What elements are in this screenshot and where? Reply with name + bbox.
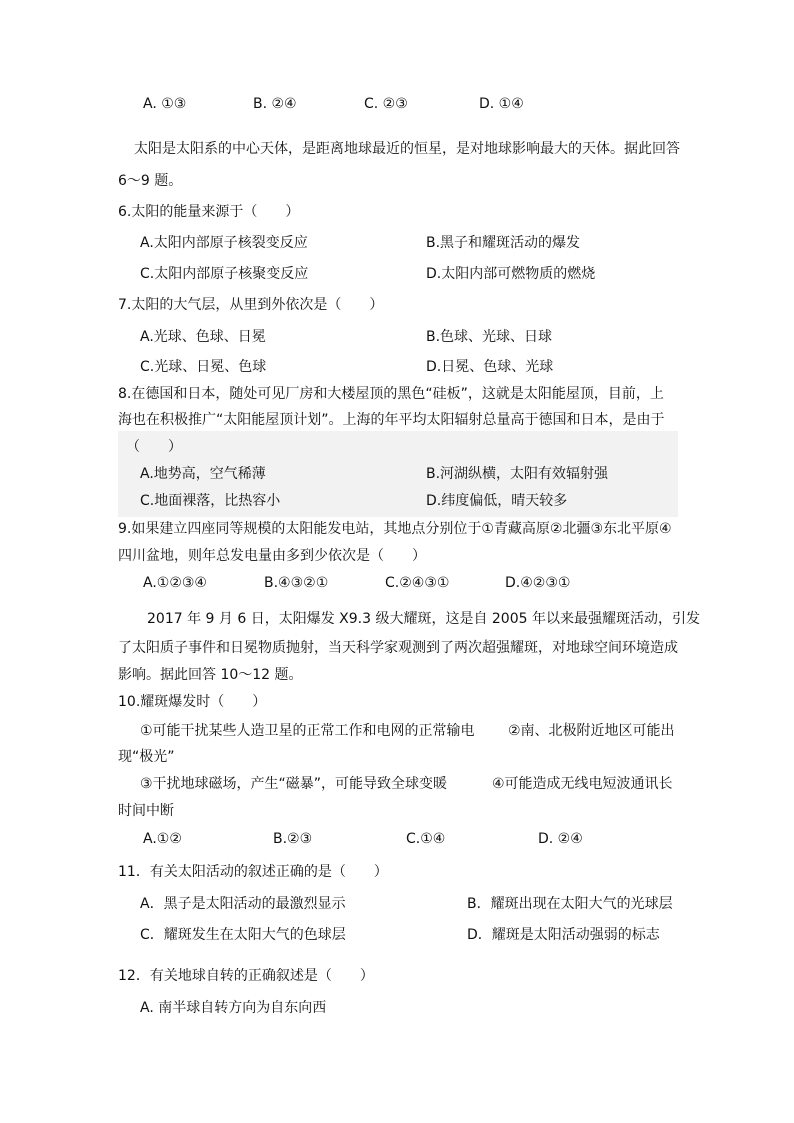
- question-6-option-d: D.太阳内部可燃物质的燃烧: [426, 266, 596, 282]
- question-10-option-a: A.①②: [143, 831, 182, 847]
- question-12-stem: 12．有关地球自转的正确叙述是（ ）: [118, 968, 374, 984]
- question-7-option-c: C.光球、日冕、色球: [140, 359, 267, 375]
- question-9-option-a: A.①②③④: [143, 575, 207, 591]
- question-9-line1: 9.如果建立四座同等规模的太阳能发电站，其地点分别位于①青藏高原②北疆③东北平原④: [118, 521, 672, 537]
- q5-option-c: C. ②③: [364, 96, 408, 112]
- question-6-stem: 6.太阳的能量来源于（ ）: [118, 204, 300, 220]
- question-10-statement-1: ①可能干扰某些人造卫星的正常工作和电网的正常输电: [140, 723, 475, 739]
- intro-paragraph-2-line2: 了太阳质子事件和日冕物质抛射，当天科学家观测到了两次超强耀斑，对地球空间环境造成: [118, 640, 678, 656]
- intro-paragraph-2-line3: 影响。据此回答 10～12 题。: [118, 667, 303, 683]
- intro-paragraph-2-line1: 2017 年 9 月 6 日，太阳爆发 X9.3 级大耀斑，这是自 2005 年以来最强耀斑活动，引发: [147, 611, 700, 627]
- intro-paragraph-1-line2: 6～9 题。: [118, 173, 183, 189]
- question-8-line1: 8.在德国和日本，随处可见厂房和大楼屋顶的黑色“硅板”，这就是太阳能屋顶，目前，上: [118, 386, 664, 402]
- question-10-statement-2: ②南、北极附近地区可能出: [508, 723, 675, 739]
- q5-option-b: B. ②④: [253, 96, 297, 112]
- question-7-stem: 7.太阳的大气层，从里到外依次是（ ）: [118, 297, 384, 313]
- question-11-option-b: B．耀斑出现在太阳大气的光球层: [467, 896, 673, 912]
- question-10-statement-4-cont: 时间中断: [118, 803, 174, 819]
- question-6-option-a: A.太阳内部原子核裂变反应: [140, 235, 308, 251]
- question-7-option-d: D.日冕、色球、光球: [426, 359, 554, 375]
- question-10-option-d: D. ②④: [538, 831, 583, 847]
- question-8-line3: （ ）: [126, 439, 182, 455]
- question-8-option-d: D.纬度偏低，晴天较多: [426, 493, 568, 509]
- question-9-line2: 四川盆地，则年总发电量由多到少依次是（ ）: [118, 548, 426, 564]
- question-7-option-b: B.色球、光球、日球: [426, 329, 553, 345]
- question-12-option-a: A. 南半球自转方向为自东向西: [140, 1000, 327, 1016]
- question-8-line2: 海也在积极推广“太阳能屋顶计划”。上海的年平均太阳辐射总量高于德国和日本，是由于: [118, 412, 665, 428]
- question-11-option-d: D．耀斑是太阳活动强弱的标志: [467, 927, 660, 943]
- question-10-statement-4: ④可能造成无线电短波通讯长: [492, 776, 673, 792]
- question-11-option-a: A．黑子是太阳活动的最激烈显示: [140, 896, 346, 912]
- question-10-option-b: B.②③: [273, 831, 313, 847]
- question-10-statement-3: ③干扰地球磁场，产生“磁暴”，可能导致全球变暖: [140, 776, 448, 792]
- question-10-option-c: C.①④: [406, 831, 446, 847]
- intro-paragraph-1-line1: 太阳是太阳系的中心天体，是距离地球最近的恒星，是对地球影响最大的天体。据此回答: [134, 141, 680, 157]
- question-9-option-d: D.④②③①: [505, 575, 571, 591]
- q5-option-d: D. ①④: [479, 96, 524, 112]
- question-8-option-a: A.地势高，空气稀薄: [140, 466, 266, 482]
- question-6-option-c: C.太阳内部原子核聚变反应: [140, 266, 309, 282]
- question-9-option-b: B.④③②①: [264, 575, 329, 591]
- question-11-option-c: C．耀斑发生在太阳大气的色球层: [140, 927, 346, 943]
- question-7-option-a: A.光球、色球、日冕: [140, 329, 266, 345]
- question-10-stem: 10.耀斑爆发时（ ）: [118, 694, 267, 710]
- question-8-option-c: C.地面裸落，比热容小: [140, 493, 281, 509]
- question-10-statement-2-cont: 现“极光”: [118, 749, 175, 765]
- question-9-option-c: C.②④③①: [385, 575, 450, 591]
- question-8-option-b: B.河湖纵横，太阳有效辐射强: [426, 466, 609, 482]
- question-11-stem: 11．有关太阳活动的叙述正确的是（ ）: [118, 864, 388, 880]
- question-6-option-b: B.黑子和耀斑活动的爆发: [426, 235, 581, 251]
- q5-option-a: A. ①③: [143, 96, 187, 112]
